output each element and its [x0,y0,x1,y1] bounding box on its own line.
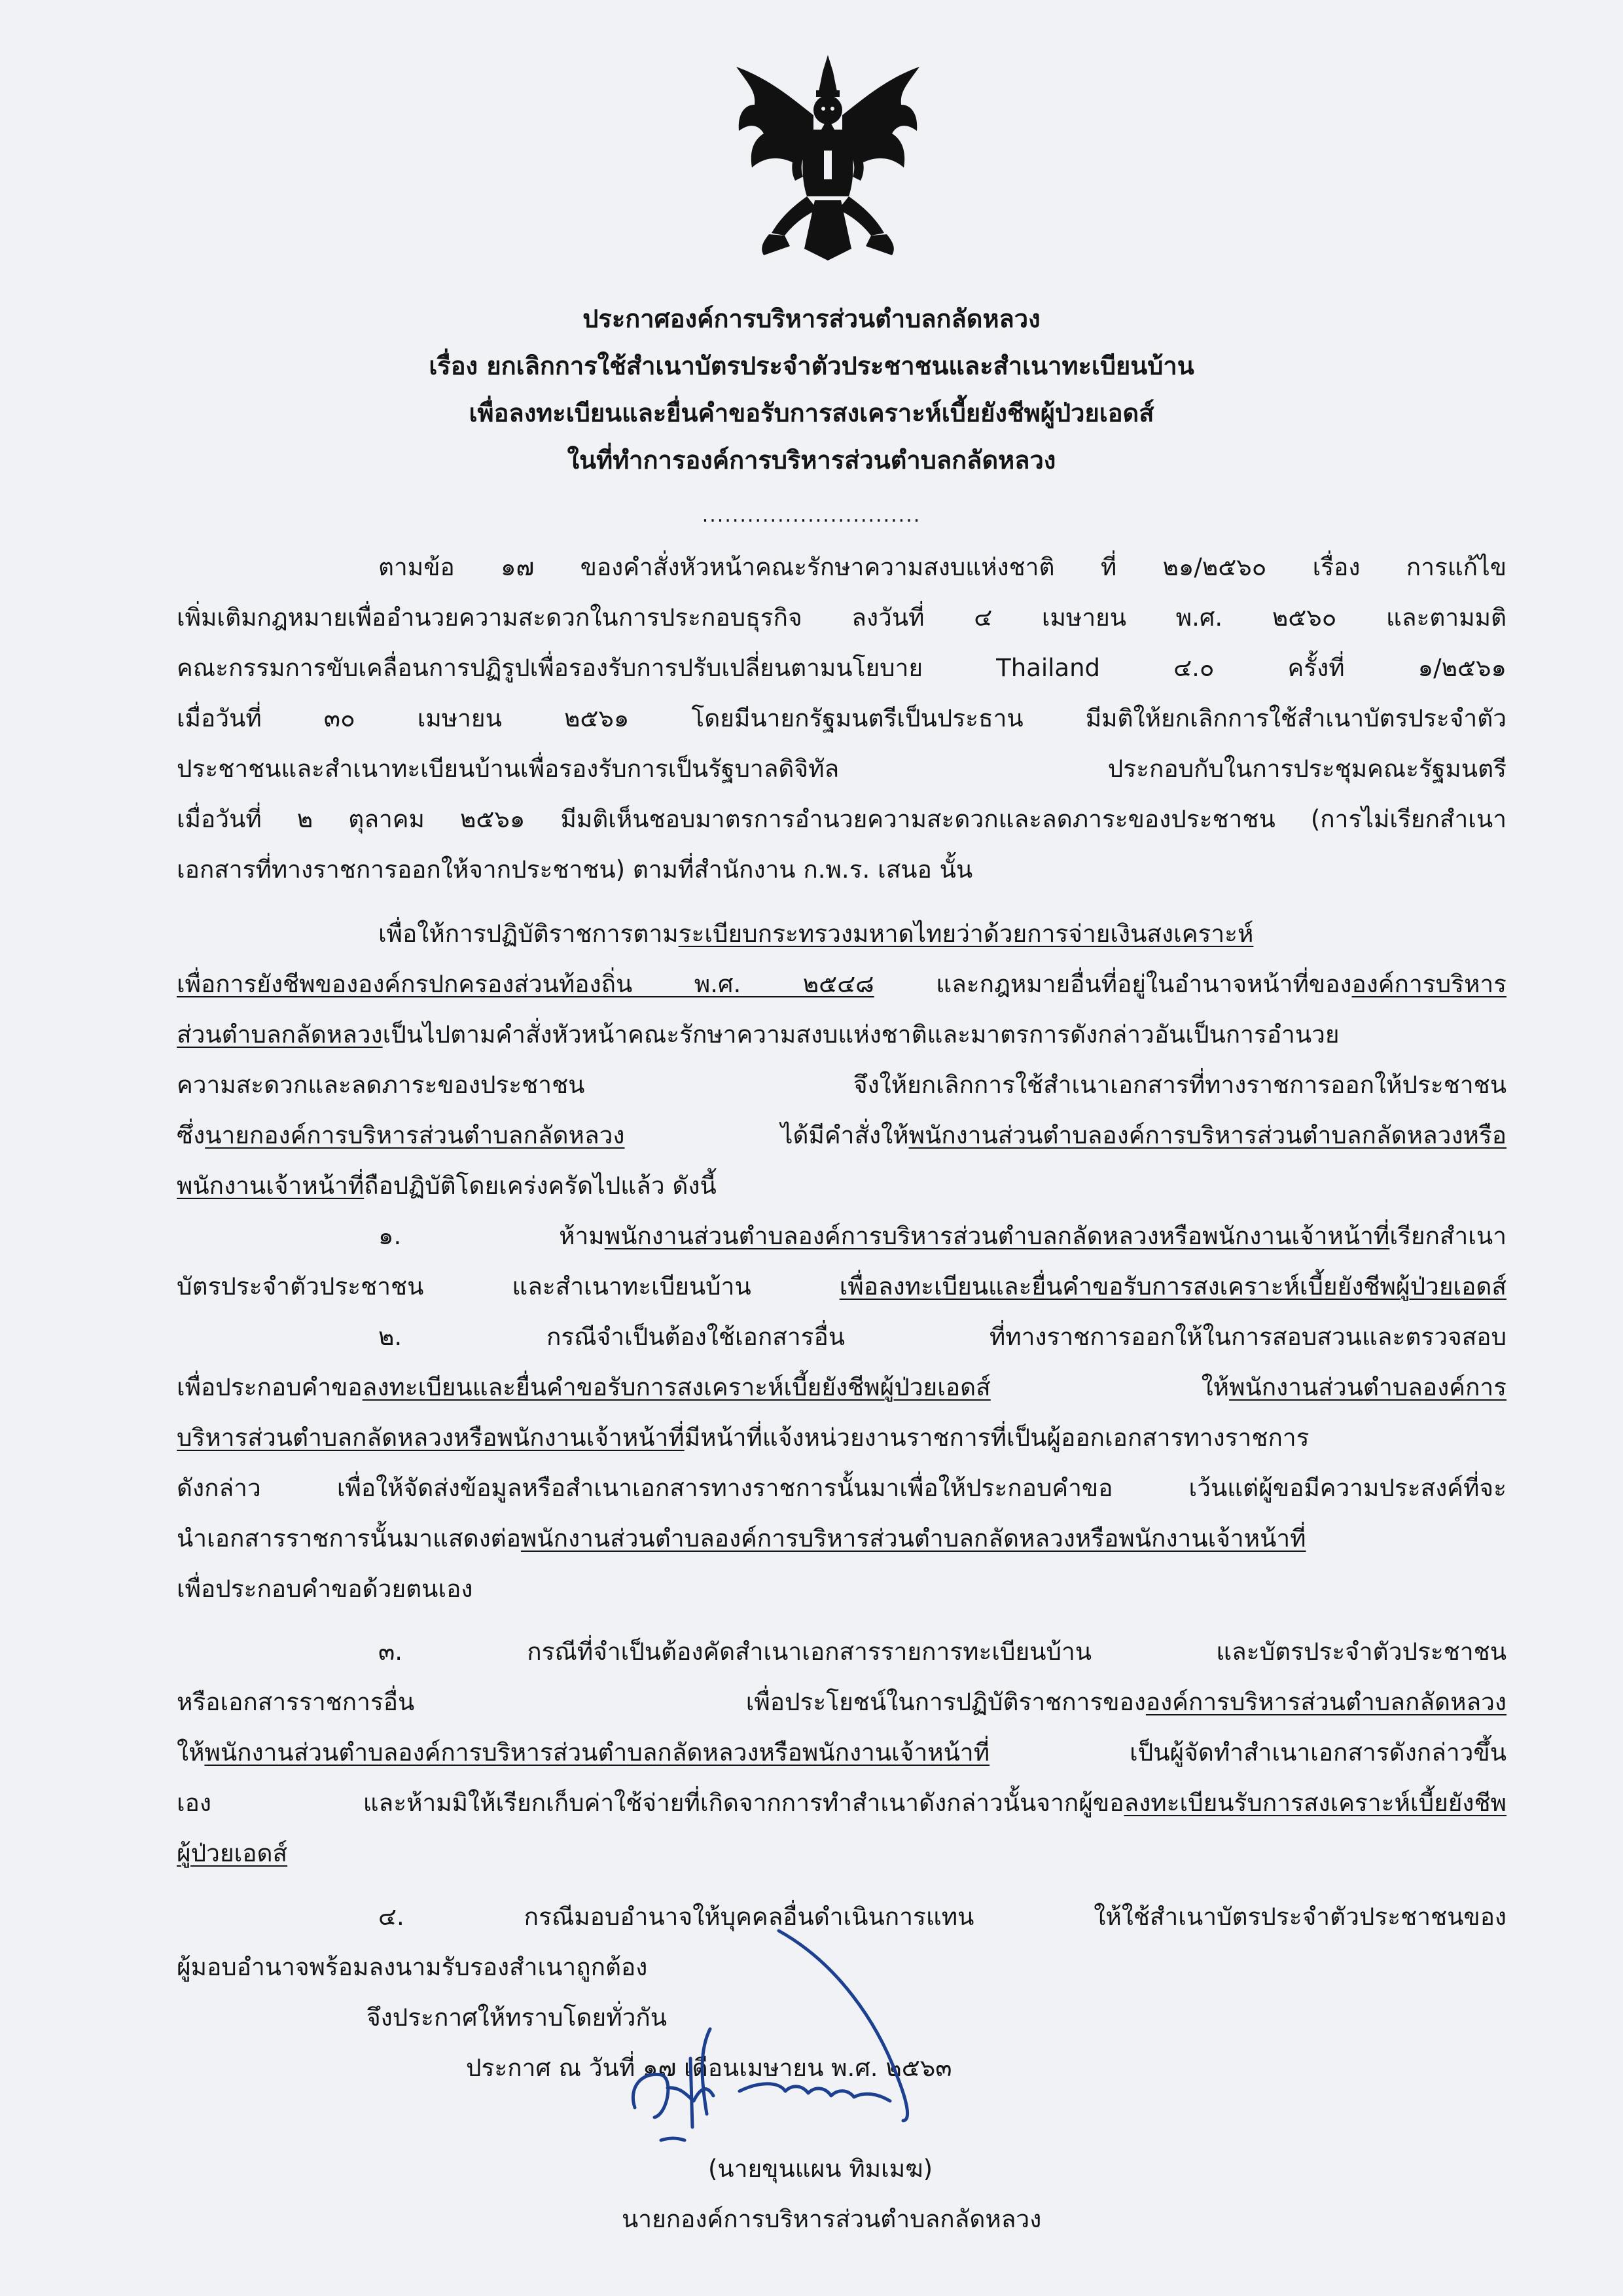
item1-text: บัตรประจำตัวประชาชน และสำเนาทะเบียนบ้าน [177,1272,840,1300]
item2-line-2 [177,1375,1507,1399]
header-line-2: เรื่อง ยกเลิกการใช้สำเนาบัตรประจำตัวประชาชนและสำเนาทะเบียนบ้าน [429,351,1194,380]
item3-text: เป็นผู้จัดทำสำเนาเอกสารดังกล่าวขึ้น [990,1738,1507,1767]
subject-ref: ผู้ป่วยเอดส์ [177,1839,288,1867]
p1-line-6: เมื่อวันที่ ๒ ตุลาคม ๒๕๖๑ มีมติเห็นชอบมาตรการอำนวยความสะดวกและลดภาระของประชาชน (การไม่เรียกสำเนา [177,805,1507,833]
item2-line-3 [177,1426,1507,1450]
org-ref: ส่วนตำบลกลัดหลวง [177,1020,383,1049]
p2-text: ซึ่ง [177,1121,205,1149]
item3-line-4 [177,1791,1507,1815]
item1-line-1 [378,1224,1507,1248]
staff-ref: พนักงานส่วนตำบลองค์การบริหารส่วนตำบลกลัดหลวงหรือพนักงานเจ้าหน้าที่ [604,1222,1390,1250]
item3-text: หรือเอกสารราชการอื่น เพื่อประโยชน์ในการปฏิบัติราชการของ [177,1688,1146,1716]
item1-text: ๑. ห้าม [378,1222,605,1250]
p1-line-7: เอกสารที่ทางราชการออกให้จากประชาชน) ตามที่สำนักงาน ก.พ.ร. เสนอ นั้น [177,855,973,884]
p1-line-5: ประชาชนและสำเนาทะเบียนบ้านเพื่อรองรับการเป็นรัฐบาลดิจิทัล ประกอบกับในการประชุมคณะรัฐมนตรี [177,755,1507,783]
p2-text: เป็นไปตามคำสั่งหัวหน้าคณะรักษาความสงบแห่งชาติและมาตรการดังกล่าวอันเป็นการอำนวย [382,1020,1340,1049]
item3-line-1: ๓. กรณีที่จำเป็นต้องคัดสำเนาเอกสารรายการทะเบียนบ้าน และบัตรประจำตัวประชาชน [378,1638,1507,1666]
p1-line-2: เพิ่มเติมกฎหมายเพื่ออำนวยความสะดวกในการประกอบธุรกิจ ลงวันที่ ๔ เมษายน พ.ศ. ๒๕๖๐ และตามมติ [177,603,1507,632]
garuda-emblem-icon [730,52,926,262]
signature-icon [622,1924,1047,2147]
org-ref: องค์การบริหารส่วนตำบลกลัดหลวง [1145,1688,1507,1716]
item3-line-2 [177,1690,1507,1714]
item2-text: ให้ [990,1373,1230,1401]
item2-line-4: ดังกล่าว เพื่อให้จัดส่งข้อมูลหรือสำเนาเอกสารทางราชการนั้นมาเพื่อให้ประกอบคำขอ เว้นแต่ผู้ขอมีความประสงค์ที่จะ [177,1474,1507,1502]
signer-title: นายกองค์การบริหารส่วนตำบลกลัดหลวง [622,2205,1042,2233]
p2-line-2 [177,972,1507,996]
header-line-4: ในที่ทำการองค์การบริหารส่วนตำบลกลัดหลวง [567,446,1056,475]
p2-text: เพื่อให้การปฏิบัติราชการตาม [378,920,679,948]
p2-line-6 [177,1174,717,1198]
item3-text: เอง และห้ามมิให้เรียกเก็บค่าใช้จ่ายที่เกิดจากการทำสำเนาดังกล่าวนั้นจากผู้ขอ [177,1789,1124,1817]
item3-line-3 [177,1740,1507,1765]
item2-text: นำเอกสารราชการนั้นมาแสดงต่อ [177,1524,521,1552]
subject-ref: ลงทะเบียนรับการสงเคราะห์เบี้ยยังชีพ [1124,1789,1507,1817]
announce-text: จึงประกาศให้ทราบโดยทั่วกัน [366,2003,668,2032]
mayor-ref: นายกองค์การบริหารส่วนตำบลกลัดหลวง [205,1121,625,1149]
item4-line-2: ผู้มอบอำนาจพร้อมลงนามรับรองสำเนาถูกต้อง [177,1953,648,1981]
p2-text: ได้มีคำสั่งให้ [624,1121,909,1149]
item1-line-2 [177,1274,1507,1299]
item2-line-6: เพื่อประกอบคำขอด้วยตนเอง [177,1575,473,1603]
org-ref: องค์การบริหาร [1351,970,1507,998]
item2-text: มีหน้าที่แจ้งหน่วยงานราชการที่เป็นผู้ออกเอกสารทางราชการ [684,1424,1310,1452]
staff-ref: บริหารส่วนตำบลกลัดหลวงหรือพนักงานเจ้าหน้าที่ [177,1424,685,1452]
staff-ref: พนักงานส่วนตำบลองค์การบริหารส่วนตำบลกลัดหลวงหรือพนักงานเจ้าหน้าที่ [204,1738,990,1767]
item4-line-1: ๔. กรณีมอบอำนาจให้บุคคลอื่นดำเนินการแทน ให้ใช้สำเนาบัตรประจำตัวประชาชนของ [378,1903,1507,1931]
item3-text: ให้ [177,1738,205,1767]
p2-text: ถือปฏิบัติโดยเคร่งครัดไปแล้ว ดังนี้ [364,1172,717,1200]
p2-line-5 [177,1123,1507,1147]
header-line-1: ประกาศองค์การบริหารส่วนตำบลกลัดหลวง [582,304,1041,333]
p2-line-1 [378,922,1507,946]
regulation-ref: ระเบียบกระทรวงมหาดไทยว่าด้วยการจ่ายเงินสงเคราะห์ [678,920,1254,948]
item2-line-1: ๒. กรณีจำเป็นต้องใช้เอกสารอื่น ที่ทางราชการออกให้ในการสอบสวนและตรวจสอบ [378,1323,1507,1351]
p1-line-4: เมื่อวันที่ ๓๐ เมษายน ๒๕๖๑ โดยมีนายกรัฐมนตรีเป็นประธาน มีมติให้ยกเลิกการใช้สำเนาบัตรประจำตัว [177,704,1507,732]
staff-ref: พนักงานส่วนตำบลองค์การบริหารส่วนตำบลกลัดหลวงหรือพนักงานเจ้าหน้าที่ [520,1524,1306,1552]
item3-line-5 [177,1841,287,1865]
header-separator: ............................. [702,504,921,527]
p1-line-1: ตามข้อ ๑๗ ของคำสั่งหัวหน้าคณะรักษาความสงบแห่งชาติ ที่ ๒๑/๒๕๖๐ เรื่อง การแก้ไข [378,553,1507,581]
item2-text: เพื่อประกอบคำขอ [177,1373,363,1401]
staff-ref: พนักงานส่วนตำบลองค์การ [1229,1373,1507,1401]
p2-line-3 [177,1022,1507,1047]
subject-ref: เพื่อลงทะเบียนและยื่นคำขอรับการสงเคราะห์เบี้ยยังชีพผู้ป่วยเอดส์ [839,1272,1507,1300]
announce-date: ประกาศ ณ วันที่ ๑๗ เดือนเมษายน พ.ศ. ๒๕๖๓ [466,2054,952,2082]
item2-line-5 [177,1526,1507,1551]
p1-line-3: คณะกรรมการขับเคลื่อนการปฏิรูปเพื่อรองรับการปรับเปลี่ยนตามนโยบาย Thailand ๔.๐ ครั้งที่ ๑/๒๕๖๑ [177,654,1507,682]
p2-text: และกฎหมายอื่นที่อยู่ในอำนาจหน้าที่ของ [874,970,1352,998]
staff-ref: พนักงานเจ้าหน้าที่ [177,1172,365,1200]
header-line-3: เพื่อลงทะเบียนและยื่นคำขอรับการสงเคราะห์เบี้ยยังชีพผู้ป่วยเอดส์ [469,399,1154,427]
regulation-ref: เพื่อการยังชีพขององค์กรปกครองส่วนท้องถิ่น พ.ศ. ๒๕๔๘ [177,970,874,998]
subject-ref: ลงทะเบียนและยื่นคำขอรับการสงเคราะห์เบี้ยยังชีพผู้ป่วยเอดส์ [362,1373,991,1401]
staff-ref: พนักงานส่วนตำบลองค์การบริหารส่วนตำบลกลัดหลวงหรือ [908,1121,1507,1149]
signer-name: (นายขุนแผน ทิมเมฆ) [708,2155,933,2183]
item1-text: เรียกสำเนา [1389,1222,1507,1250]
p2-line-4: ความสะดวกและลดภาระของประชาชน จึงให้ยกเลิกการใช้สำเนาเอกสารที่ทางราชการออกให้ประชาชน [177,1071,1507,1099]
